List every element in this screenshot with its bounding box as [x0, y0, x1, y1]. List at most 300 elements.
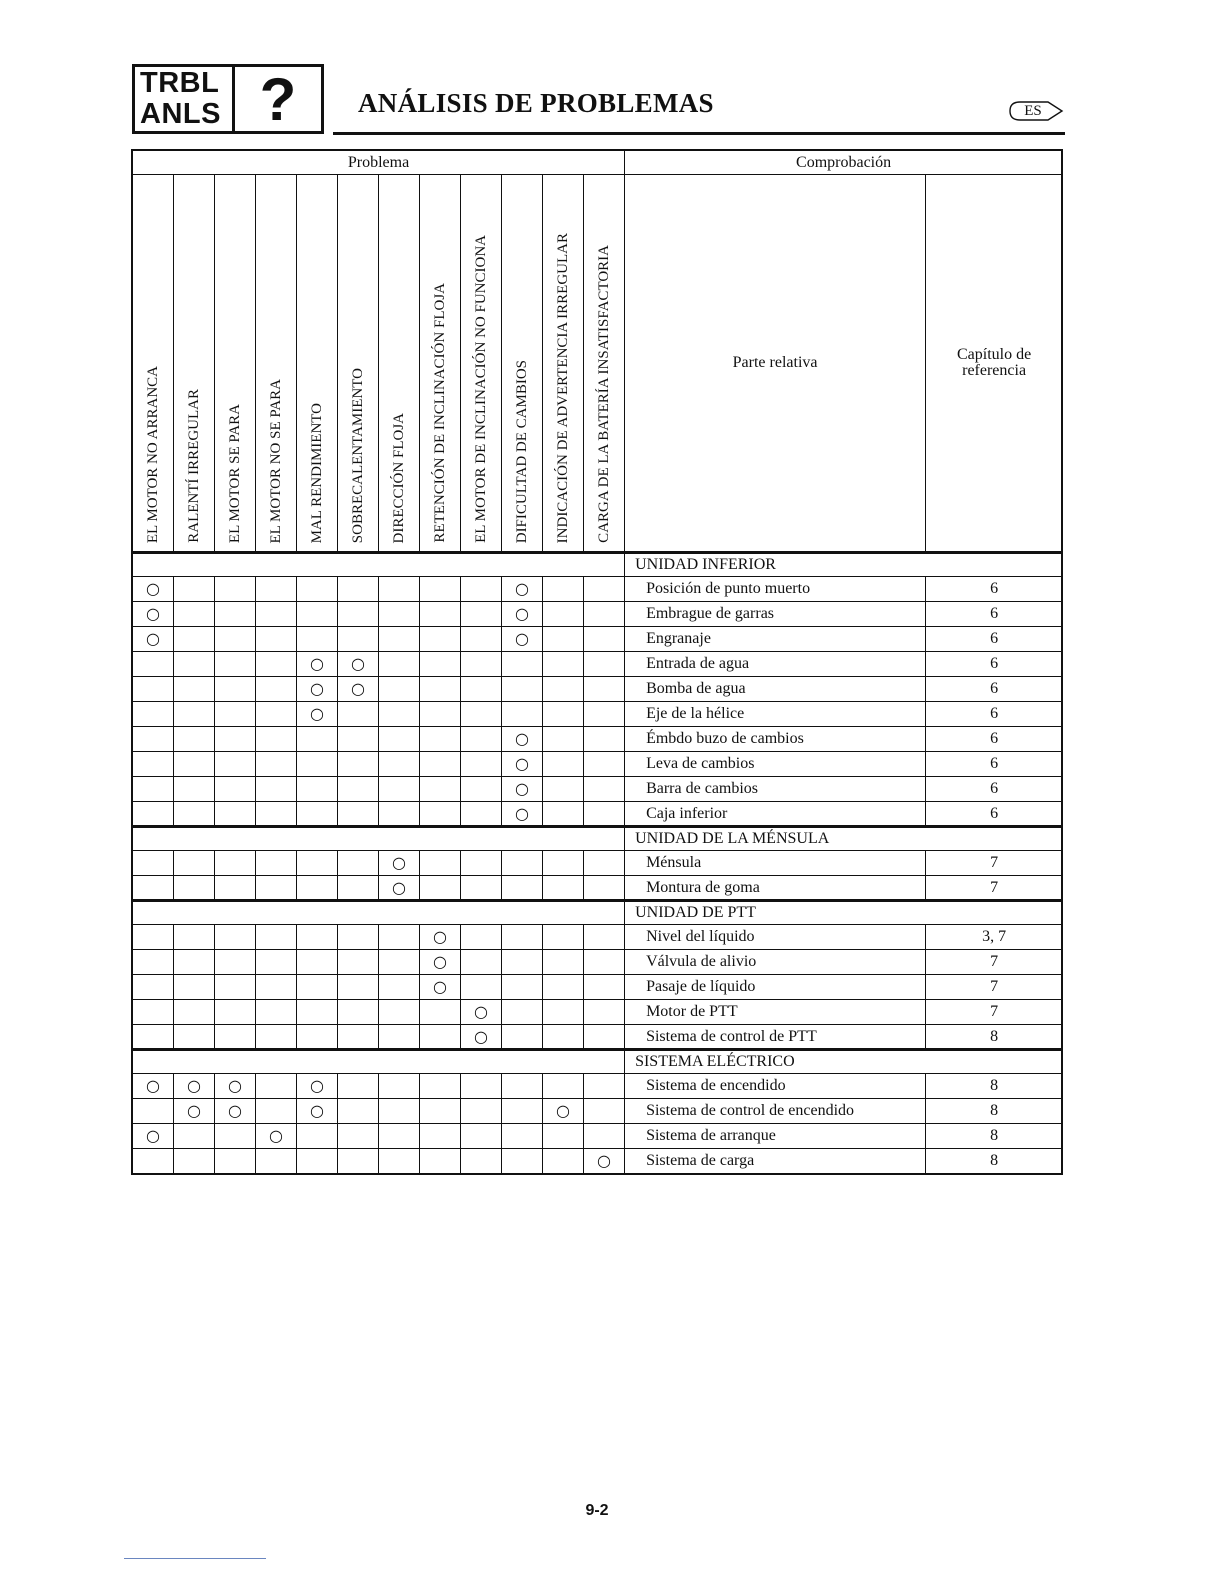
empty-cell — [379, 777, 420, 802]
empty-cell — [338, 577, 379, 602]
empty-cell — [502, 1149, 543, 1174]
empty-cell — [502, 851, 543, 876]
empty-cell — [420, 1099, 461, 1124]
empty-cell — [215, 1025, 256, 1050]
table-row — [133, 1099, 1063, 1124]
table-row — [133, 727, 1063, 752]
check-mark-icon: ○ — [461, 1025, 502, 1050]
empty-cell — [584, 851, 625, 876]
empty-cell — [584, 727, 625, 752]
empty-cell — [174, 627, 215, 652]
chapter-ref: 7 — [926, 975, 1063, 1000]
empty-cell — [174, 577, 215, 602]
check-mark-icon: ○ — [297, 1099, 338, 1124]
problem-label: MAL RENDIMIENTO — [309, 402, 325, 543]
check-mark-icon: ○ — [420, 950, 461, 975]
table-row — [133, 677, 1063, 702]
part-name: Motor de PTT — [625, 1000, 926, 1025]
empty-cell — [256, 577, 297, 602]
empty-cell — [338, 702, 379, 727]
check-mark-icon: ○ — [133, 602, 174, 627]
chapter-ref: 8 — [926, 1124, 1063, 1149]
table-row — [133, 1074, 1063, 1099]
empty-cell — [133, 702, 174, 727]
empty-cell — [297, 925, 338, 950]
empty-cell — [297, 1124, 338, 1149]
table-row — [133, 777, 1063, 802]
empty-cell — [543, 727, 584, 752]
empty-cell — [215, 652, 256, 677]
empty-cell — [502, 1000, 543, 1025]
part-name: Sistema de carga — [625, 1149, 926, 1174]
part-name: Bomba de agua — [625, 677, 926, 702]
empty-cell — [133, 1025, 174, 1050]
empty-cell — [215, 677, 256, 702]
empty-cell — [256, 602, 297, 627]
empty-cell — [502, 950, 543, 975]
empty-cell — [174, 1000, 215, 1025]
empty-cell — [297, 851, 338, 876]
check-mark-icon: ○ — [297, 652, 338, 677]
empty-cell — [461, 602, 502, 627]
check-mark-icon: ○ — [502, 802, 543, 827]
empty-cell — [133, 876, 174, 901]
check-mark-icon: ○ — [461, 1000, 502, 1025]
check-mark-icon: ○ — [502, 727, 543, 752]
empty-cell — [584, 752, 625, 777]
check-mark-icon: ○ — [502, 627, 543, 652]
empty-cell — [379, 1074, 420, 1099]
empty-cell — [174, 1025, 215, 1050]
part-name: Sistema de control de PTT — [625, 1025, 926, 1050]
empty-cell — [543, 1124, 584, 1149]
empty-cell — [174, 677, 215, 702]
check-mark-icon: ○ — [297, 677, 338, 702]
chapter-ref: 8 — [926, 1099, 1063, 1124]
check-mark-icon: ○ — [502, 577, 543, 602]
empty-cell — [461, 652, 502, 677]
empty-cell — [133, 925, 174, 950]
empty-cell — [379, 577, 420, 602]
empty-cell — [420, 602, 461, 627]
problem-label: CARGA DE LA BATERÍA INSATISFACTORIA — [596, 245, 613, 543]
check-mark-icon: ○ — [502, 602, 543, 627]
section-title: UNIDAD INFERIOR — [625, 553, 1063, 577]
empty-cell — [215, 777, 256, 802]
table-row — [133, 602, 1063, 627]
empty-cell — [461, 975, 502, 1000]
empty-cell — [584, 577, 625, 602]
section-title: SISTEMA ELÉCTRICO — [625, 1050, 1063, 1074]
section-spacer — [133, 901, 625, 925]
empty-cell — [215, 876, 256, 901]
language-code: ES — [1024, 103, 1042, 119]
empty-cell — [133, 975, 174, 1000]
check-header: Comprobación — [625, 151, 1063, 175]
empty-cell — [174, 851, 215, 876]
empty-cell — [256, 1149, 297, 1174]
empty-cell — [174, 777, 215, 802]
empty-cell — [543, 777, 584, 802]
empty-cell — [215, 577, 256, 602]
empty-cell — [338, 1074, 379, 1099]
empty-cell — [584, 950, 625, 975]
chapter-ref: 6 — [926, 677, 1063, 702]
empty-cell — [338, 975, 379, 1000]
empty-cell — [461, 577, 502, 602]
part-name: Posición de punto muerto — [625, 577, 926, 602]
empty-cell — [215, 950, 256, 975]
problem-column-header — [338, 175, 379, 553]
empty-cell — [379, 652, 420, 677]
problem-column-header — [461, 175, 502, 553]
chapter-ref: 8 — [926, 1074, 1063, 1099]
section-spacer — [133, 827, 625, 851]
empty-cell — [461, 752, 502, 777]
empty-cell — [256, 950, 297, 975]
empty-cell — [215, 752, 256, 777]
empty-cell — [256, 851, 297, 876]
empty-cell — [584, 677, 625, 702]
empty-cell — [174, 602, 215, 627]
empty-cell — [420, 627, 461, 652]
check-mark-icon: ○ — [420, 975, 461, 1000]
empty-cell — [543, 1025, 584, 1050]
empty-cell — [543, 677, 584, 702]
empty-cell — [338, 1025, 379, 1050]
empty-cell — [133, 1099, 174, 1124]
empty-cell — [297, 1149, 338, 1174]
chapter-ref: 3, 7 — [926, 925, 1063, 950]
empty-cell — [256, 652, 297, 677]
empty-cell — [379, 1099, 420, 1124]
chapter-header: Capítulo de referencia — [926, 175, 1063, 553]
empty-cell — [543, 652, 584, 677]
check-mark-icon: ○ — [379, 851, 420, 876]
chapter-ref: 6 — [926, 652, 1063, 677]
check-mark-icon: ○ — [174, 1074, 215, 1099]
empty-cell — [297, 1025, 338, 1050]
empty-cell — [584, 1074, 625, 1099]
empty-cell — [338, 876, 379, 901]
section-row — [133, 827, 1063, 851]
table-row — [133, 652, 1063, 677]
table-row — [133, 627, 1063, 652]
empty-cell — [215, 1149, 256, 1174]
empty-cell — [256, 677, 297, 702]
chapter-ref: 6 — [926, 777, 1063, 802]
empty-cell — [297, 777, 338, 802]
title-underline — [333, 132, 1065, 135]
table-row — [133, 802, 1063, 827]
column-header-row — [133, 175, 1063, 553]
empty-cell — [461, 1099, 502, 1124]
problem-column-header — [256, 175, 297, 553]
part-name: Sistema de arranque — [625, 1124, 926, 1149]
empty-cell — [584, 702, 625, 727]
empty-cell — [215, 1000, 256, 1025]
check-mark-icon: ○ — [584, 1149, 625, 1174]
empty-cell — [379, 702, 420, 727]
empty-cell — [215, 627, 256, 652]
check-mark-icon: ○ — [133, 1124, 174, 1149]
section-title: UNIDAD DE PTT — [625, 901, 1063, 925]
problem-label: SOBRECALENTAMIENTO — [350, 367, 366, 543]
empty-cell — [584, 876, 625, 901]
empty-cell — [420, 1124, 461, 1149]
empty-cell — [461, 802, 502, 827]
empty-cell — [543, 752, 584, 777]
chapter-ref: 7 — [926, 1000, 1063, 1025]
badge-line1: TRBL — [140, 67, 220, 99]
empty-cell — [256, 802, 297, 827]
chapter-ref: 6 — [926, 577, 1063, 602]
empty-cell — [461, 851, 502, 876]
empty-cell — [338, 1149, 379, 1174]
empty-cell — [297, 727, 338, 752]
table-row — [133, 577, 1063, 602]
check-mark-icon: ○ — [297, 1074, 338, 1099]
table-row — [133, 950, 1063, 975]
page-number: 9-2 — [585, 1502, 609, 1519]
empty-cell — [379, 925, 420, 950]
empty-cell — [215, 1124, 256, 1149]
check-mark-icon: ○ — [133, 627, 174, 652]
problem-column-header — [543, 175, 584, 553]
part-name: Válvula de alivio — [625, 950, 926, 975]
section-spacer — [133, 1050, 625, 1074]
empty-cell — [174, 702, 215, 727]
empty-cell — [215, 925, 256, 950]
empty-cell — [338, 602, 379, 627]
part-name: Sistema de control de encendido — [625, 1099, 926, 1124]
empty-cell — [338, 1099, 379, 1124]
empty-cell — [379, 627, 420, 652]
chapter-ref: 7 — [926, 950, 1063, 975]
part-name: Nivel del líquido — [625, 925, 926, 950]
empty-cell — [338, 1124, 379, 1149]
empty-cell — [133, 727, 174, 752]
problem-label: INDICACIÓN DE ADVERTENCIA IRREGULAR — [555, 232, 571, 543]
empty-cell — [543, 1074, 584, 1099]
chapter-ref: 6 — [926, 702, 1063, 727]
empty-cell — [420, 652, 461, 677]
empty-cell — [133, 752, 174, 777]
empty-cell — [133, 652, 174, 677]
problem-column-header — [133, 175, 174, 553]
badge-text — [135, 67, 235, 131]
empty-cell — [338, 851, 379, 876]
empty-cell — [502, 975, 543, 1000]
empty-cell — [379, 752, 420, 777]
empty-cell — [502, 652, 543, 677]
empty-cell — [174, 1149, 215, 1174]
empty-cell — [502, 677, 543, 702]
empty-cell — [461, 876, 502, 901]
empty-cell — [420, 851, 461, 876]
empty-cell — [543, 1149, 584, 1174]
table-row — [133, 1000, 1063, 1025]
section-row — [133, 901, 1063, 925]
empty-cell — [174, 975, 215, 1000]
page-title: ANÁLISIS DE PROBLEMAS — [358, 88, 714, 118]
empty-cell — [502, 1025, 543, 1050]
empty-cell — [420, 727, 461, 752]
empty-cell — [297, 1000, 338, 1025]
empty-cell — [420, 1025, 461, 1050]
check-mark-icon: ○ — [256, 1124, 297, 1149]
empty-cell — [584, 627, 625, 652]
check-mark-icon: ○ — [215, 1099, 256, 1124]
empty-cell — [420, 777, 461, 802]
empty-cell — [461, 950, 502, 975]
empty-cell — [133, 802, 174, 827]
empty-cell — [256, 1000, 297, 1025]
empty-cell — [256, 627, 297, 652]
empty-cell — [133, 1000, 174, 1025]
empty-cell — [215, 802, 256, 827]
empty-cell — [543, 702, 584, 727]
empty-cell — [379, 1025, 420, 1050]
empty-cell — [461, 1124, 502, 1149]
chapter-ref: 6 — [926, 802, 1063, 827]
empty-cell — [584, 925, 625, 950]
question-mark-icon: ? — [259, 65, 297, 133]
empty-cell — [584, 1099, 625, 1124]
empty-cell — [297, 752, 338, 777]
empty-cell — [215, 727, 256, 752]
empty-cell — [461, 627, 502, 652]
section-title: UNIDAD DE LA MÉNSULA — [625, 827, 1063, 851]
chapter-ref: 6 — [926, 727, 1063, 752]
empty-cell — [584, 802, 625, 827]
problem-column-header — [174, 175, 215, 553]
empty-cell — [461, 727, 502, 752]
chapter-ref: 6 — [926, 752, 1063, 777]
chapter-ref: 8 — [926, 1149, 1063, 1174]
empty-cell — [543, 602, 584, 627]
empty-cell — [420, 677, 461, 702]
empty-cell — [174, 950, 215, 975]
empty-cell — [215, 975, 256, 1000]
chapter-ref: 6 — [926, 602, 1063, 627]
table-row — [133, 876, 1063, 901]
problem-header: Problema — [133, 151, 625, 175]
empty-cell — [543, 876, 584, 901]
check-mark-icon: ○ — [297, 702, 338, 727]
empty-cell — [133, 1149, 174, 1174]
empty-cell — [379, 727, 420, 752]
empty-cell — [256, 876, 297, 901]
check-mark-icon: ○ — [543, 1099, 584, 1124]
empty-cell — [502, 1074, 543, 1099]
empty-cell — [297, 602, 338, 627]
empty-cell — [379, 1000, 420, 1025]
part-name: Eje de la hélice — [625, 702, 926, 727]
check-mark-icon: ○ — [338, 677, 379, 702]
problem-label: RALENTÍ IRREGULAR — [186, 389, 202, 543]
header-row — [133, 151, 1063, 175]
part-name: Engranaje — [625, 627, 926, 652]
empty-cell — [133, 777, 174, 802]
empty-cell — [461, 925, 502, 950]
empty-cell — [133, 851, 174, 876]
problem-column-header — [584, 175, 625, 553]
empty-cell — [502, 925, 543, 950]
empty-cell — [297, 577, 338, 602]
empty-cell — [543, 851, 584, 876]
empty-cell — [379, 677, 420, 702]
problem-label: DIRECCIÓN FLOJA — [391, 412, 407, 543]
part-name: Entrada de agua — [625, 652, 926, 677]
empty-cell — [543, 577, 584, 602]
empty-cell — [584, 777, 625, 802]
empty-cell — [174, 727, 215, 752]
problem-label: EL MOTOR NO SE PARA — [268, 378, 284, 543]
check-mark-icon: ○ — [338, 652, 379, 677]
empty-cell — [215, 851, 256, 876]
empty-cell — [256, 1099, 297, 1124]
problem-label: EL MOTOR DE INCLINACIÓN NO FUNCIONA — [473, 235, 489, 543]
empty-cell — [420, 752, 461, 777]
empty-cell — [420, 577, 461, 602]
empty-cell — [256, 752, 297, 777]
empty-cell — [297, 627, 338, 652]
empty-cell — [174, 925, 215, 950]
empty-cell — [379, 1124, 420, 1149]
footer-rule — [124, 1558, 266, 1559]
check-mark-icon: ○ — [502, 752, 543, 777]
chapter-ref: 6 — [926, 627, 1063, 652]
empty-cell — [584, 1124, 625, 1149]
chapter-ref: 8 — [926, 1025, 1063, 1050]
table-row — [133, 752, 1063, 777]
section-spacer — [133, 553, 625, 577]
empty-cell — [338, 777, 379, 802]
problem-column-header — [297, 175, 338, 553]
empty-cell — [420, 876, 461, 901]
empty-cell — [461, 702, 502, 727]
part-name: Montura de goma — [625, 876, 926, 901]
part-name: Barra de cambios — [625, 777, 926, 802]
empty-cell — [297, 802, 338, 827]
check-mark-icon: ○ — [133, 577, 174, 602]
problem-label: EL MOTOR NO ARRANCA — [145, 365, 161, 543]
part-header: Parte relativa — [625, 175, 926, 553]
empty-cell — [338, 802, 379, 827]
empty-cell — [461, 777, 502, 802]
table-row — [133, 1149, 1063, 1174]
empty-cell — [584, 1000, 625, 1025]
empty-cell — [420, 1149, 461, 1174]
empty-cell — [543, 950, 584, 975]
empty-cell — [379, 802, 420, 827]
empty-cell — [543, 975, 584, 1000]
check-mark-icon: ○ — [133, 1074, 174, 1099]
empty-cell — [461, 1149, 502, 1174]
empty-cell — [379, 1149, 420, 1174]
problem-label: DIFICULTAD DE CAMBIOS — [514, 359, 530, 543]
empty-cell — [174, 876, 215, 901]
part-name: Pasaje de líquido — [625, 975, 926, 1000]
check-mark-icon: ○ — [379, 876, 420, 901]
empty-cell — [584, 602, 625, 627]
empty-cell — [379, 602, 420, 627]
chapter-ref: 7 — [926, 851, 1063, 876]
problem-label: EL MOTOR SE PARA — [227, 403, 243, 543]
empty-cell — [502, 1124, 543, 1149]
empty-cell — [338, 1000, 379, 1025]
